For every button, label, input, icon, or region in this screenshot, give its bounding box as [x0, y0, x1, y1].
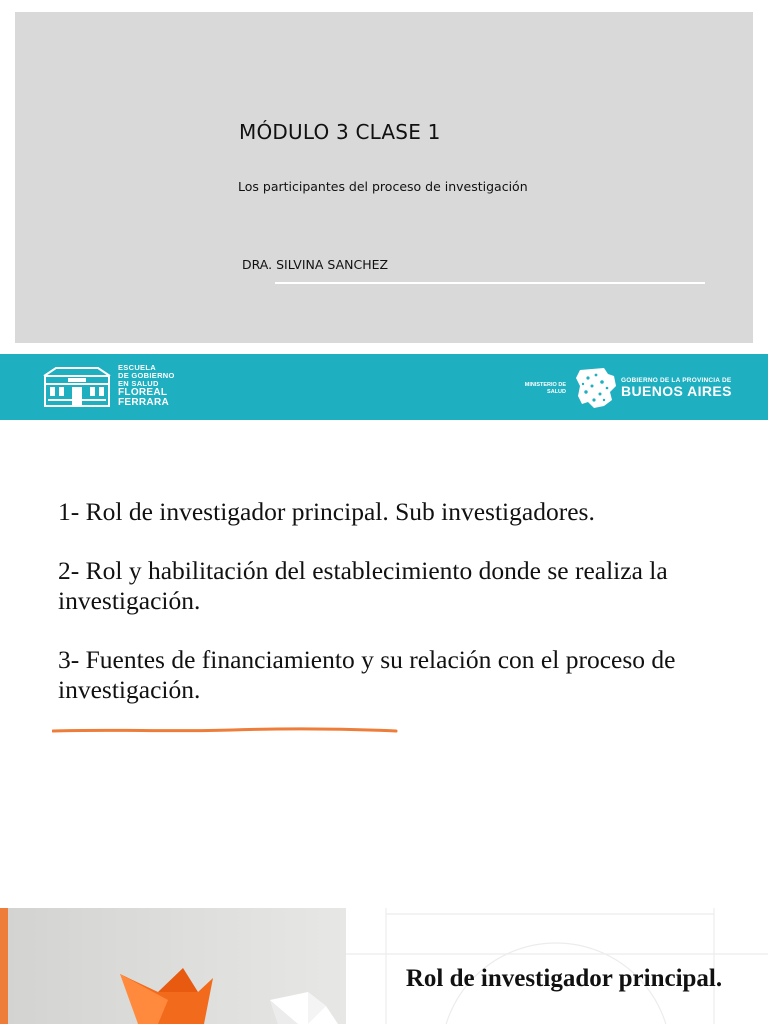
slide-subtitle: Los participantes del proceso de investigación [238, 179, 528, 194]
list-item: 3- Fuentes de financiamiento y su relación con el proceso de investigación. [58, 645, 676, 704]
school-name-1: FLOREAL [118, 387, 168, 398]
school-name-2: FERRARA [118, 397, 169, 408]
school-line-1: ESCUELA [118, 363, 156, 372]
province-map-icon [574, 366, 618, 410]
accent-bar [0, 908, 8, 1024]
list-item: 1- Rol de investigador principal. Sub investigadores. [58, 497, 595, 526]
slide3-title-panel [346, 908, 768, 1024]
building-icon [42, 364, 112, 408]
slide-title: MÓDULO 3 CLASE 1 [239, 120, 441, 144]
gov-line-1: GOBIERNO DE LA PROVINCIA DE [621, 377, 732, 384]
ministry-line-1: MINISTERIO DE [524, 382, 566, 388]
slide3-title: Rol de investigador principal. [405, 965, 723, 992]
paper-boats-image [8, 908, 346, 1024]
ministry-line-2: SALUD [547, 389, 566, 395]
orange-underline [52, 726, 398, 736]
government-logo-text [621, 377, 732, 398]
ministry-label [512, 382, 566, 396]
list-item: 2- Rol y habilitación del establecimiento donde se realiza la investigación. [58, 556, 668, 615]
topic-list [58, 497, 708, 734]
title-slide [15, 12, 753, 343]
school-line-2: DE GOBIERNO [118, 371, 175, 380]
slide-author: DRA. SILVINA SANCHEZ [242, 257, 389, 272]
school-logo-text [118, 364, 175, 408]
gov-line-2: BUENOS AIRES [621, 383, 732, 399]
paper-boats-illustration [8, 908, 346, 1024]
school-line-3: EN SALUD [118, 379, 159, 388]
institution-banner [0, 354, 768, 420]
divider-line [275, 282, 705, 284]
